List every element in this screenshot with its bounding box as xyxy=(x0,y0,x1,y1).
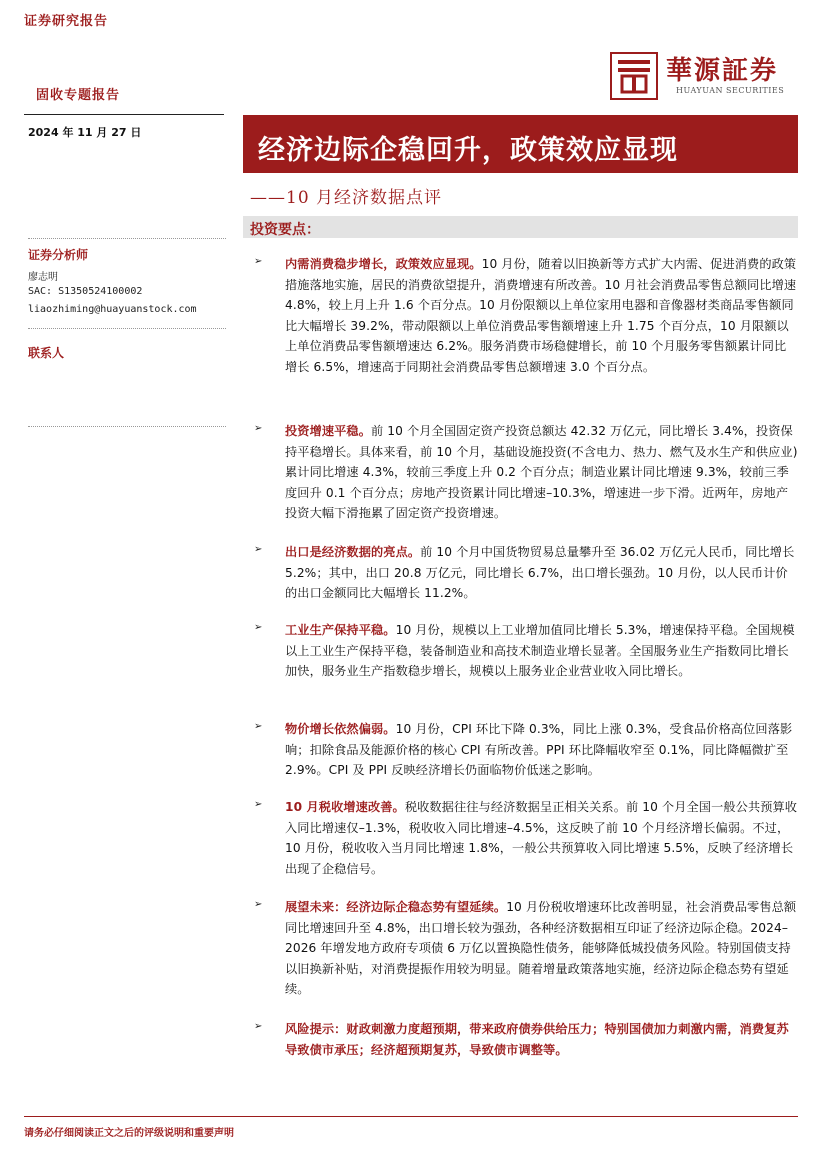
report-type: 固收专题报告 xyxy=(36,88,121,103)
sidebar-divider xyxy=(28,238,226,239)
footer-disclaimer: 请务必仔细阅读正文之后的评级说明和重要声明 xyxy=(24,1128,234,1139)
bullet-consumption: ➢ 内需消费稳步增长，政策效应显现。10 月份，随着以旧换新等方式扩大内需、促进消费的政策措施落地实施，居民的消费欲望提升，消费增速有所改善。10 月社会消费品零售总额同比增速 4.8%，较上月上升 1.6 个百分点。10 月份限额以上单位家用电器和音像器材类商品零售额同比大幅增长 39.2%，带动限额以上单位消费品零售额增速上升 1.75 个百分点，10 月限额以上单位消费品零售额增速达 6.2%。服务消费市场稳健增长，前 10 个月服务零售额累计同比增长 6.5%，增速高于同期社会消费品零售总额增速 3.0 个百分点。 xyxy=(254,256,797,374)
bullet-risk xyxy=(254,1019,798,1060)
bullet-investment: ➢ 投资增速平稳。前 10 个月全国固定资产投资总额达 42.32 万亿元，同比增长 3.4%，投资保持平稳增长。具体来看，前 10 个月，基础设施投资(不含电力、热力、燃气及水生产和供应业)累计同比增速 4.3%，较前三季度上升 0.2 个百分点；制造业累计同比增速 9.3%，较前三季度回升 0.1 个百分点；房地产投资累计同比增速–10.3%，增速进一步下滑。近两年，房地产投资大幅下滑拖累了固定资产投资增速。 xyxy=(254,423,798,520)
arrow-bullet-icon: ➢ xyxy=(254,899,263,910)
brand-logo-icon xyxy=(610,52,660,100)
analyst-name: 廖志明 xyxy=(28,272,58,283)
bullet-tax: ➢ 10 月税收增速改善。税收数据往往与经济数据呈正相关关系。前 10 个月全国一般公共预算收入同比增速仅–1.3%，税收收入同比增速–4.5%，这反映了前 10 个月经济增长偏弱。不过，10 月份，税收收入当月同比增速 1.8%，一般公共预算收入同比增速 5.5%，反映了经济增长出现了企稳信号。 xyxy=(254,799,798,876)
brand-name: 華源証券 xyxy=(666,56,779,86)
arrow-bullet-icon: ➢ xyxy=(254,544,263,555)
sidebar-divider xyxy=(28,328,226,329)
bullet-prices: ➢ 物价增长依然偏弱。10 月份，CPI 环比下降 0.3%，同比上涨 0.3%，受食品价格高位回落影响；扣除食品及能源价格的核心 CPI 有所改善。PPI 环比降幅收窄至 0.1%，同比降幅微扩至 2.9%。CPI 及 PPI 反映经济增长仍面临物价低迷之影响。 xyxy=(254,721,793,777)
report-category: 证券研究报告 xyxy=(24,14,109,29)
sidebar-divider xyxy=(28,426,226,427)
analyst-sac: SAC: S1350524100002 xyxy=(28,286,143,297)
arrow-bullet-icon: ➢ xyxy=(254,799,263,810)
arrow-bullet-icon: ➢ xyxy=(254,423,263,434)
analyst-label: 证券分析师 xyxy=(28,248,89,262)
bullet-outlook: ➢ 展望未来：经济边际企稳态势有望延续。10 月份税收增速环比改善明显，社会消费品零售总额同比增速回升至 4.8%，出口增长较为强劲，各种经济数据相互印证了经济边际企稳。2024–2026 年增发地方政府专项债 6 万亿以置换隐性债务，能够降低城投债务风险。特别国债支持以旧换新补贴，对消费提振作用较为明显。随着增量政策落地实施，经济边际企稳态势有望延续。 xyxy=(254,899,797,996)
risk-text: 风险提示：财政刺激力度超预期，带来政府债券供给压力；特别国债加力刺激内需，消费复苏导致债市承压；经济超预期复苏，导致债市调整等。 xyxy=(285,1022,789,1057)
footer-divider xyxy=(24,1116,798,1117)
brand-english: HUAYUAN SECURITIES xyxy=(676,86,785,95)
bullet-exports: ➢ 出口是经济数据的亮点。前 10 个月中国货物贸易总量攀升至 36.02 万亿元人民币，同比增长 5.2%；其中，出口 20.8 万亿元，同比增长 6.7%，出口增长强劲。10 月份，以人民币计价的出口金额同比大幅增长 11.2%。 xyxy=(254,544,795,600)
page-title: 经济边际企稳回升，政策效应显现 xyxy=(258,135,678,166)
contact-label: 联系人 xyxy=(28,346,65,360)
arrow-bullet-icon: ➢ xyxy=(254,622,263,633)
arrow-bullet-icon: ➢ xyxy=(254,1021,263,1032)
arrow-bullet-icon: ➢ xyxy=(254,256,263,267)
keypoints-bar xyxy=(243,216,798,238)
bullet-industry: ➢ 工业生产保持平稳。10 月份，规模以上工业增加值同比增长 5.3%，增速保持平稳。全国规模以上工业生产保持平稳，装备制造业和高技术制造业增长显著。全国服务业生产指数同比增长加快，服务业生产指数稳步增长，规模以上服务业企业营业收入同比增长。 xyxy=(254,622,795,678)
report-date: 2024 年 11 月 27 日 xyxy=(28,126,142,139)
analyst-email: liaozhiming@huayuanstock.com xyxy=(28,304,197,315)
page-subtitle: ——10 月经济数据点评 xyxy=(250,188,443,208)
arrow-bullet-icon: ➢ xyxy=(254,721,263,732)
keypoints-label: 投资要点： xyxy=(250,222,320,238)
divider xyxy=(24,114,224,115)
